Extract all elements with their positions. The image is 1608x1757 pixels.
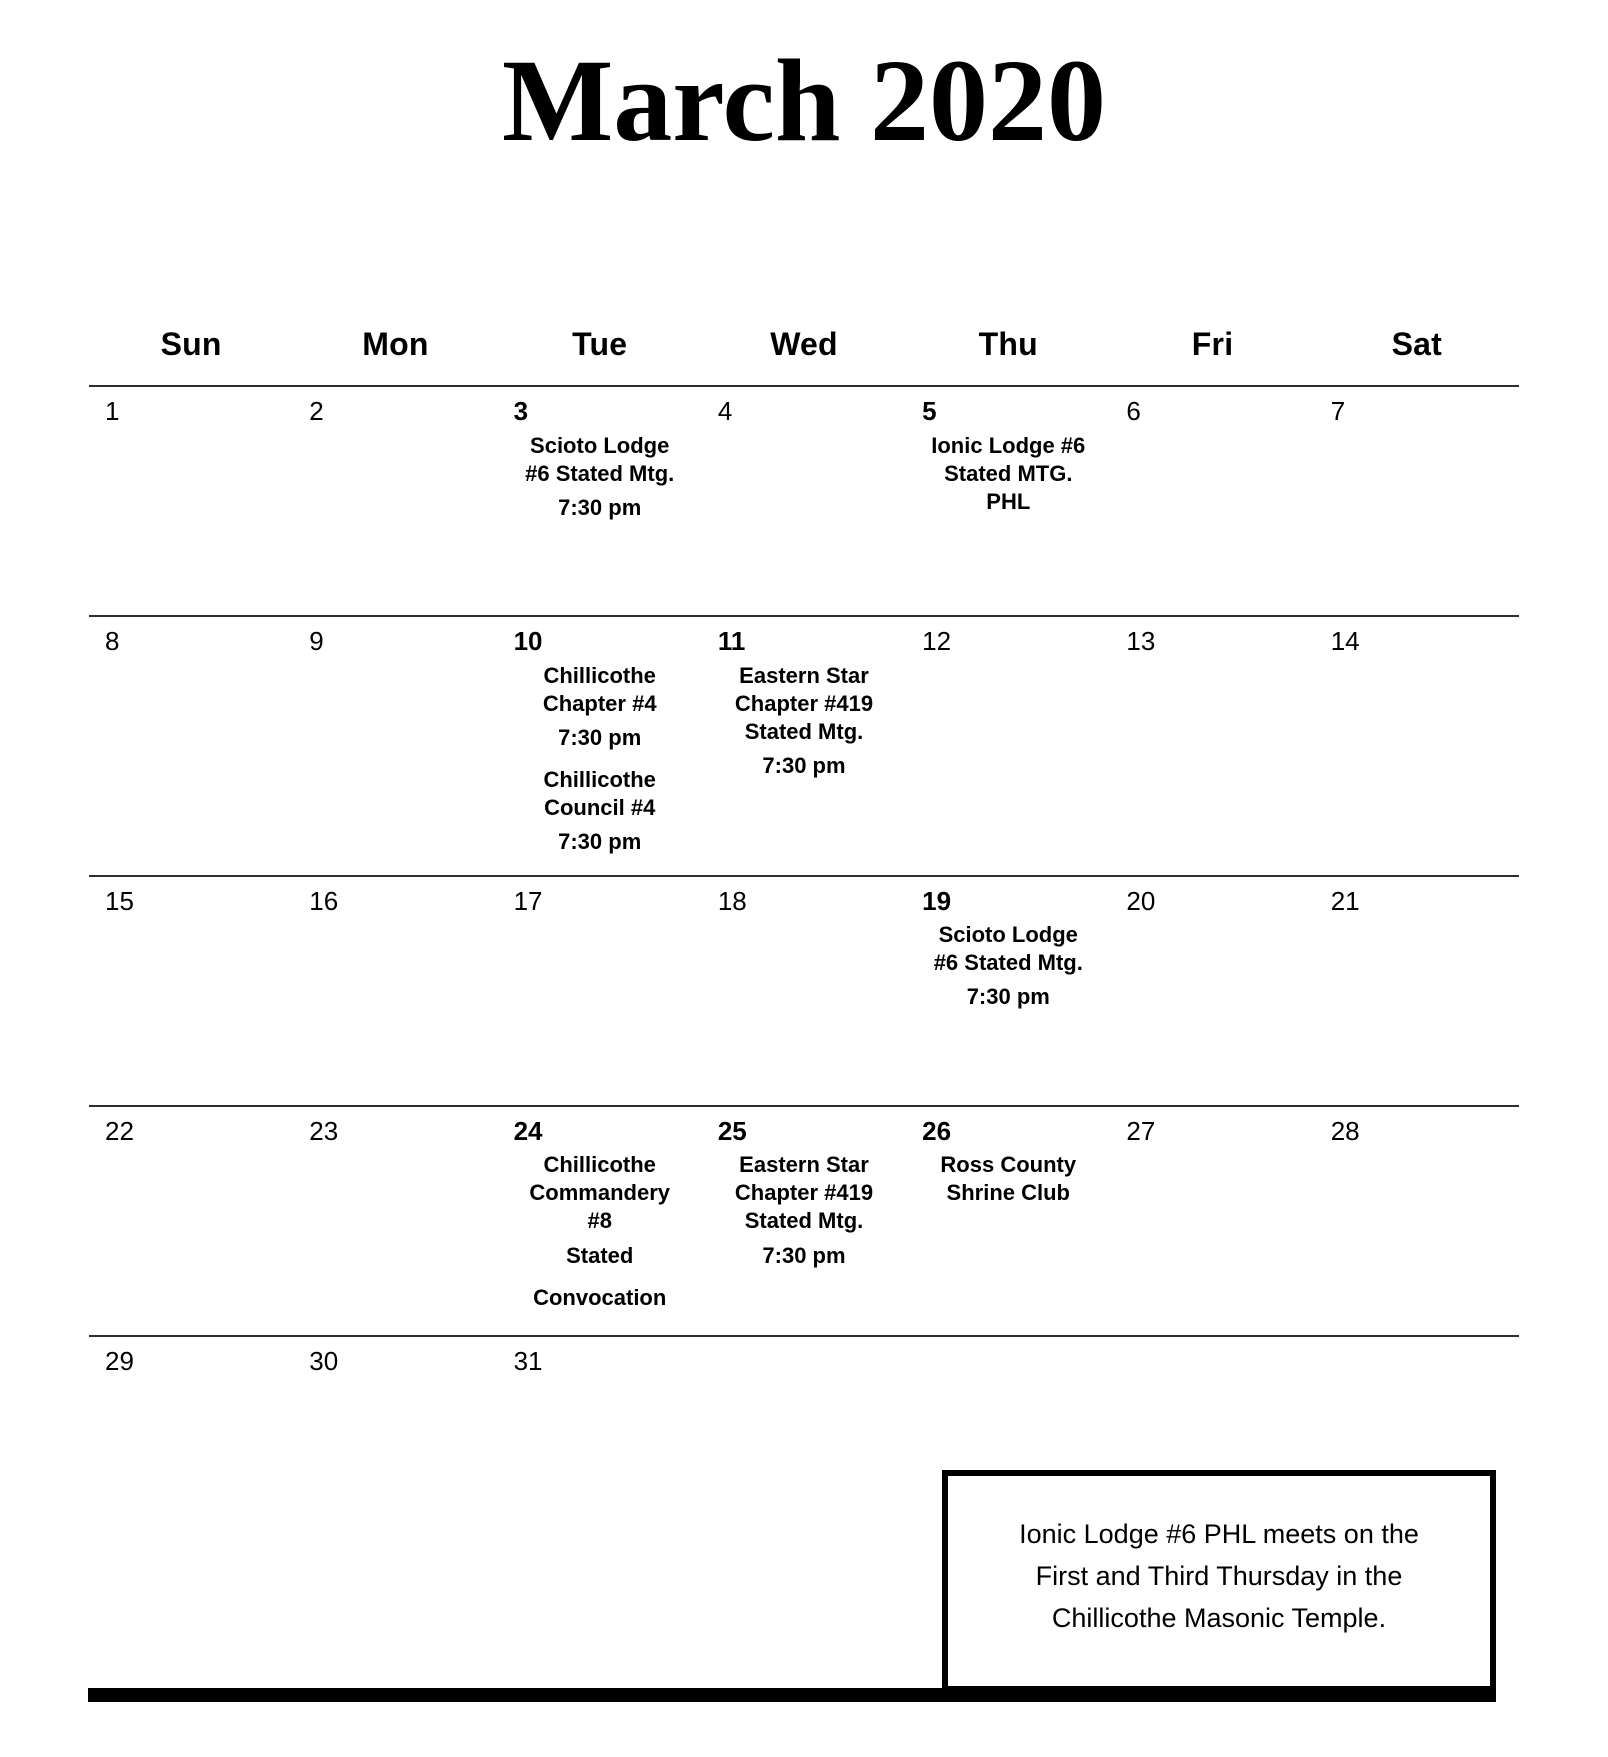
calendar-day-cell[interactable]: [1110, 876, 1314, 1106]
event-time: 7:30 pm: [762, 753, 846, 779]
event-time: 7:30 pm: [558, 724, 642, 750]
day-number: 9: [309, 626, 324, 656]
calendar-day-cell[interactable]: [702, 876, 906, 1106]
event-time: 7:30 pm: [558, 829, 642, 855]
event-title: Scioto Lodge #6 Stated Mtg.: [525, 432, 675, 486]
calendar-day-cell[interactable]: [89, 616, 293, 876]
event-time: 7:30 pm: [762, 1242, 846, 1268]
calendar-day-cell[interactable]: [906, 616, 1110, 876]
calendar-day-cell[interactable]: [89, 386, 293, 616]
day-events: [706, 1151, 902, 1270]
calendar-day-cell[interactable]: [906, 876, 1110, 1106]
event-time: 7:30 pm: [558, 494, 642, 520]
day-number: 27: [1126, 1115, 1156, 1146]
calendar-week-row: [89, 1106, 1519, 1336]
calendar-day-cell[interactable]: [89, 876, 293, 1106]
day-number: 14: [1330, 626, 1360, 656]
day-events: [502, 432, 698, 522]
day-events: [502, 1151, 698, 1312]
calendar-day-cell[interactable]: [293, 876, 497, 1106]
calendar-week-row: [89, 876, 1519, 1106]
weekday-header-row: [89, 325, 1519, 386]
calendar-week-row: [89, 616, 1519, 876]
day-number: 17: [513, 885, 543, 916]
day-number: 31: [513, 1345, 543, 1376]
day-number: 26: [922, 1115, 952, 1146]
day-number: 11: [717, 626, 746, 656]
weekday-tue: Tue: [572, 326, 628, 362]
calendar-table: [89, 325, 1519, 1565]
calendar-day-cell[interactable]: [1110, 1106, 1314, 1336]
calendar-day-cell[interactable]: [1315, 1106, 1519, 1336]
note-line-3: Chillicothe Masonic Temple.: [1051, 1602, 1387, 1633]
weekday-mon: Mon: [362, 326, 429, 362]
day-events: [502, 662, 698, 857]
event-title: Eastern Star Chapter #419 Stated Mtg.: [734, 662, 874, 744]
day-number: 12: [922, 626, 952, 656]
calendar-day-cell[interactable]: [498, 616, 702, 876]
event-time: 7:30 pm: [966, 984, 1050, 1010]
day-number: 3: [513, 396, 529, 426]
day-events: [910, 921, 1106, 1011]
weekday-sat: Sat: [1391, 326, 1443, 362]
calendar-day-cell[interactable]: [1110, 616, 1314, 876]
calendar-day-cell[interactable]: [1315, 386, 1519, 616]
day-number: 4: [717, 396, 733, 426]
day-number: 22: [105, 1115, 134, 1146]
day-number: 7: [1330, 396, 1346, 426]
event-title: Chillicothe Council #4: [543, 767, 656, 821]
day-number: 24: [513, 1115, 543, 1146]
calendar-day-cell[interactable]: [89, 1106, 293, 1336]
day-number: 1: [105, 396, 120, 426]
calendar-day-cell[interactable]: [293, 616, 497, 876]
note-box: [942, 1470, 1496, 1692]
event-time: Convocation: [533, 1284, 667, 1310]
day-number: 2: [309, 396, 324, 426]
day-number: 8: [105, 626, 120, 656]
event-time: Stated: [566, 1242, 634, 1268]
weekday-wed: Wed: [770, 326, 838, 362]
calendar-day-cell[interactable]: [702, 1336, 906, 1565]
calendar-day-cell[interactable]: [293, 386, 497, 616]
day-number: 6: [1126, 396, 1141, 426]
calendar-day-cell[interactable]: [702, 616, 906, 876]
calendar-day-cell[interactable]: [498, 386, 702, 616]
day-number: 10: [513, 626, 543, 656]
bottom-rule: [88, 1688, 1496, 1702]
calendar-day-cell[interactable]: [498, 1336, 702, 1565]
calendar-day-cell[interactable]: [1110, 386, 1314, 616]
day-number: 5: [922, 396, 937, 426]
calendar-day-cell[interactable]: [906, 386, 1110, 616]
day-number: 21: [1330, 885, 1360, 916]
calendar-day-cell[interactable]: [89, 1336, 293, 1565]
event-title: Ionic Lodge #6 Stated MTG. PHL: [931, 432, 1086, 514]
day-number: 28: [1330, 1115, 1360, 1146]
day-number: 13: [1126, 626, 1156, 656]
day-events: [910, 432, 1106, 516]
event-title: Scioto Lodge #6 Stated Mtg.: [933, 922, 1083, 976]
day-events: [910, 1151, 1106, 1207]
weekday-thu: Thu: [978, 326, 1038, 362]
calendar-day-cell[interactable]: [498, 876, 702, 1106]
day-number: 18: [717, 885, 747, 916]
event-title: Chillicothe Chapter #4: [542, 662, 657, 716]
calendar-week-row: [89, 386, 1519, 616]
event-title: Ross County Shrine Club: [940, 1152, 1077, 1206]
calendar-day-cell[interactable]: [702, 1106, 906, 1336]
day-number: 16: [309, 885, 339, 916]
weekday-fri: Fri: [1191, 326, 1234, 362]
note-line-1: Ionic Lodge #6 PHL meets on the: [1019, 1519, 1419, 1550]
event-title: Chillicothe Commandery #8: [529, 1152, 670, 1234]
calendar-day-cell[interactable]: [702, 386, 906, 616]
calendar-day-cell[interactable]: [293, 1106, 497, 1336]
calendar-grid: [89, 160, 1519, 1565]
calendar-day-cell[interactable]: [498, 1106, 702, 1336]
calendar-day-cell[interactable]: [293, 1336, 497, 1565]
weekday-sun: Sun: [160, 326, 222, 362]
event-title: Eastern Star Chapter #419 Stated Mtg.: [734, 1152, 874, 1234]
day-number: 25: [717, 1115, 747, 1146]
day-number: 19: [922, 885, 952, 916]
note-line-2: First and Third Thursday in the: [1035, 1561, 1403, 1592]
page-title: March 2020: [501, 35, 1107, 166]
calendar-header: [89, 325, 1519, 386]
calendar-body: [89, 386, 1519, 1565]
calendar-day-cell[interactable]: [1315, 876, 1519, 1106]
day-number: 30: [309, 1345, 339, 1376]
day-events: [706, 662, 902, 781]
day-number: 23: [309, 1115, 339, 1146]
day-number: 20: [1126, 885, 1156, 916]
calendar-day-cell[interactable]: [1315, 616, 1519, 876]
calendar-day-cell[interactable]: [906, 1106, 1110, 1336]
day-number: 15: [105, 885, 134, 916]
day-number: 29: [105, 1345, 134, 1376]
